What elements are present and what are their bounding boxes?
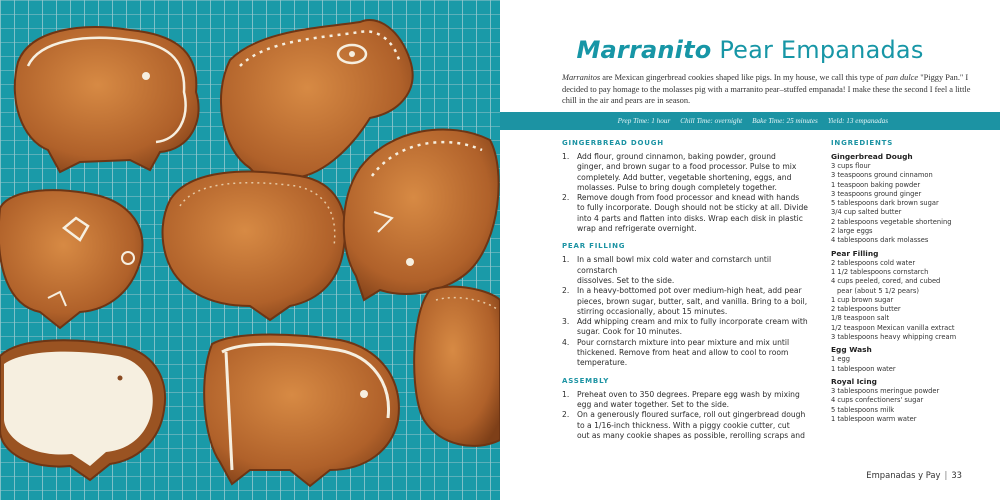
bake-time: Bake Time: 25 minutes: [752, 117, 818, 125]
ingredient-item: 1 cup brown sugar: [831, 295, 894, 304]
section-heading: ASSEMBLY: [562, 376, 610, 385]
pig-cookie: [414, 287, 500, 446]
ingredient-item: 1 tablespoon water: [831, 364, 896, 373]
step: [562, 410, 812, 441]
intro-text-1: are Mexican gingerbread cookies shaped like pigs. In my house, we call this type of: [600, 73, 886, 82]
step-list: [562, 152, 812, 234]
intro-italic-2: pan dulce: [885, 73, 919, 82]
step-line: In a heavy-bottomed pot over medium-high heat, add pear: [577, 286, 802, 296]
step-line: to fully incorporate. Dough should not be sticky at all. Divide: [577, 203, 808, 213]
step-number: 4.: [562, 337, 570, 347]
ingredient-group-title: Gingerbread Dough: [831, 152, 913, 161]
step: [562, 338, 812, 369]
step-line: to a 1/16-inch thickness. With a piggy cookie cutter, cut: [577, 420, 790, 430]
yield: Yield: 13 empanadas: [827, 117, 888, 125]
step-number: 1.: [562, 152, 570, 161]
step-line: ginger, and brown sugar to a food processor. Pulse to mix: [577, 162, 797, 172]
ingredient-item: 1/2 teaspoon Mexican vanilla extract: [831, 323, 955, 332]
ingredient-group-title: Pear Filling: [831, 248, 879, 258]
step-line: Add flour, ground cinnamon, baking powder, ground: [577, 152, 776, 161]
ingredient-item: 2 large eggs: [831, 227, 873, 236]
step: [562, 193, 812, 234]
ingredient-item: pear (about 5 1/2 pears): [837, 286, 919, 295]
ingredients-heading: INGREDIENTS: [831, 139, 894, 147]
step-number: 3.: [562, 317, 570, 327]
ingredient-item: 3 cups flour: [831, 162, 871, 170]
step-number: 1.: [562, 389, 570, 399]
step-line: egg and water together. Set to the side.: [577, 399, 730, 409]
ingredient-item: 1 tablespoon warm water: [831, 414, 917, 423]
intro-text-2: "Piggy Pan." I decided to pay homage to the molasses pig with a marranito pear–stuffed empanada! I make these the second I feel a little chill in the air and pears are in season.: [562, 73, 971, 105]
ingredient-item: 2 tablespoons cold water: [831, 258, 916, 267]
section-assembly: [562, 377, 812, 441]
page-number: 33: [951, 470, 962, 480]
step-list: [562, 390, 812, 441]
step: [562, 255, 812, 286]
ingredient-item: 3 tablespoons heavy whipping cream: [831, 333, 957, 342]
section-heading: PEAR FILLING: [562, 242, 626, 251]
method-column: [562, 139, 812, 441]
ingredient-item: 2 tablespoons butter: [831, 305, 901, 314]
step-line: pieces, brown sugar, butter, salt, and vanilla. Bring to a boil,: [577, 296, 808, 306]
ingredients-column: [831, 139, 971, 424]
step-line: out as many cookie shapes as possible, rerolling scraps and: [577, 430, 805, 440]
ingredient-item: 1 egg: [831, 355, 850, 364]
step-line: wrap and refrigerate overnight.: [577, 224, 697, 234]
ingredient-group-title: Egg Wash: [831, 345, 872, 355]
step-number: 1.: [562, 255, 570, 265]
ingredient-item: 3/4 cup salted butter: [831, 208, 902, 217]
section-heading: GINGERBREAD DOUGH: [562, 139, 664, 147]
step: [562, 286, 812, 317]
ingredient-item: 3 tablespoons meringue powder: [831, 386, 940, 395]
ingredient-item: 3 teaspoons ground ginger: [831, 189, 922, 198]
prep-time: Prep Time: 1 hour: [617, 117, 671, 125]
chapter-name: Empanadas y Pay: [866, 470, 941, 480]
ingredient-item: 4 cups peeled, cored, and cubed: [831, 277, 941, 286]
recipe-page: [500, 0, 1000, 500]
step-line: dissolves. Set to the side.: [577, 275, 675, 285]
step-line: Add whipping cream and mix to fully incorporate cream with: [577, 317, 808, 327]
step-line: molasses. Pulse to bring dough completely together.: [577, 182, 777, 192]
step-line: temperature.: [577, 358, 628, 368]
step-line: stirring occasionally, about 15 minutes.: [577, 306, 728, 316]
step-number: 2.: [562, 193, 570, 203]
recipe-title: [500, 36, 1000, 64]
chill-time: Chill Time: overnight: [680, 117, 743, 125]
step: [562, 152, 812, 193]
recipe-time-bar: [500, 112, 1000, 130]
section-gingerbread-dough: [562, 139, 812, 234]
intro-italic-1: Marranitos: [562, 73, 601, 82]
title-rest: Pear Empanadas: [711, 36, 924, 64]
ingredient-item: 4 tablespoons dark molasses: [831, 236, 929, 245]
ingredient-item: 1 teaspoon baking powder: [831, 180, 921, 189]
step-line: On a generously floured surface, roll out gingerbread dough: [577, 410, 806, 420]
step: [562, 317, 812, 338]
ingredient-item: 3 teaspoons ground cinnamon: [831, 171, 933, 180]
step-line: In a small bowl mix cold water and cornstarch until cornstarch: [577, 255, 772, 275]
ingredient-group-title: Royal Icing: [831, 376, 877, 386]
step: [562, 390, 812, 411]
ingredient-item: 2 tablespoons vegetable shortening: [831, 217, 952, 226]
recipe-intro: [562, 72, 974, 107]
step-number: 2.: [562, 410, 570, 420]
title-italic: Marranito: [576, 36, 712, 64]
section-pear-filling: [562, 242, 812, 368]
page-footer: Empanadas y Pay | 33: [866, 470, 962, 480]
ingredient-item: 5 tablespoons milk: [831, 405, 895, 414]
ingredient-item: 4 cups confectioners' sugar: [831, 396, 924, 405]
step-line: completely. Add butter, vegetable shortening, eggs, and: [577, 172, 792, 182]
step-number: 2.: [562, 286, 570, 296]
ingredient-item: 5 tablespoons dark brown sugar: [831, 199, 939, 208]
step-line: Preheat oven to 350 degrees. Prepare egg wash by mixing: [577, 389, 800, 399]
step-line: thickened. Remove from heat and allow to cool to room: [577, 348, 789, 358]
step-line: into 4 parts and flatten into disks. Wrap each disk in plastic: [577, 213, 803, 223]
ingredient-item: 1/8 teaspoon salt: [831, 314, 890, 323]
ingredient-item: 1 1/2 tablespoons cornstarch: [831, 267, 929, 276]
step-line: sugar. Cook for 10 minutes.: [577, 327, 682, 337]
step-line: Remove dough from food processor and knead with hands: [577, 193, 800, 203]
step-line: Pour cornstarch mixture into pear mixture and mix until: [577, 337, 790, 347]
step-list: [562, 255, 812, 368]
